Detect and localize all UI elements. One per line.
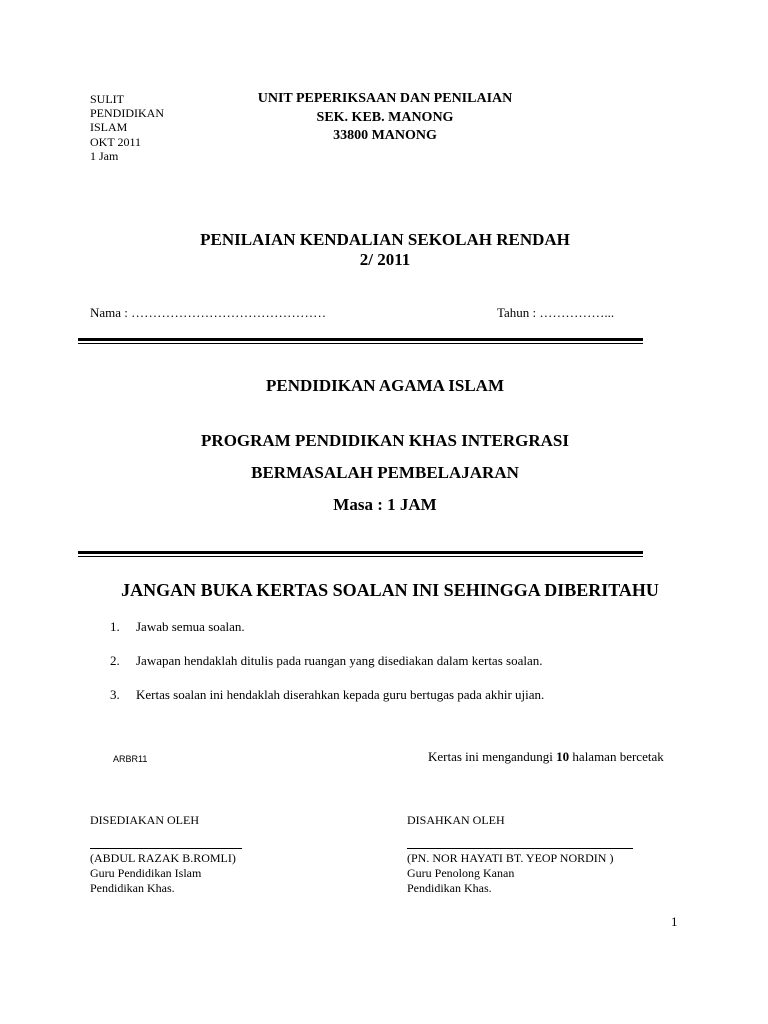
paper-meta [90, 92, 164, 163]
exam-title: PENILAIAN KENDALIAN SEKOLAH RENDAH [200, 230, 570, 249]
program-line-1: PROGRAM PENDIDIKAN KHAS INTERGRASI [201, 431, 569, 450]
page-count-prefix: Kertas ini mengandungi [428, 749, 557, 764]
school-address: 33800 MANONG [333, 128, 437, 143]
verifier-name: (PN. NOR HAYATI BT. YEOP NORDIN ) [407, 851, 614, 865]
instruction-text: Jawab semua soalan. [136, 619, 245, 634]
instruction-text: Kertas soalan ini hendaklah diserahkan kepada guru bertugas pada akhir ujian. [136, 687, 545, 702]
prepared-by-heading: DISEDIAKAN OLEH [90, 813, 199, 827]
preparer-department: Pendidikan Khas. [90, 881, 175, 895]
program-line-2: BERMASALAH PEMBELAJARAN [251, 463, 519, 482]
preparer-role: Guru Pendidikan Islam [90, 866, 202, 880]
divider-top [78, 338, 643, 341]
unit-name: UNIT PEPERIKSAAN DAN PENILAIAN [257, 91, 513, 106]
verifier-role: Guru Penolong Kanan [407, 866, 515, 880]
confidentiality-label: SULIT [90, 92, 124, 106]
page-count-note [428, 749, 664, 765]
name-field: Nama : ……………………………………… [90, 305, 327, 320]
instruction-number: 2. [110, 653, 120, 668]
verifier-department: Pendidikan Khas. [407, 881, 492, 895]
exam-duration-meta: 1 Jam [90, 148, 119, 163]
instruction-item [110, 653, 542, 669]
subject-label-line1: PENDIDIKAN [90, 106, 164, 121]
verified-by-block [407, 813, 633, 896]
exam-duration: Masa : 1 JAM [333, 495, 437, 514]
exam-title-block [100, 230, 670, 270]
instruction-number: 3. [110, 687, 120, 702]
page-count-number: 10 [556, 749, 570, 764]
school-header [200, 90, 570, 146]
warning-heading: JANGAN BUKA KERTAS SOALAN INI SEHINGGA DIBERITAHU [121, 580, 659, 600]
verified-by-heading: DISAHKAN OLEH [407, 813, 505, 827]
page-number: 1 [671, 914, 678, 929]
year-field: Tahun : ……………... [497, 305, 615, 320]
paper-code: ARBR11 [113, 754, 148, 764]
instruction-text: Jawapan hendaklah ditulis pada ruangan yang disediakan dalam kertas soalan. [136, 653, 543, 668]
exam-date: OKT 2011 [90, 134, 141, 149]
verified-signature-line [407, 848, 633, 849]
instruction-item [110, 687, 544, 703]
school-name: SEK. KEB. MANONG [316, 109, 454, 125]
prepared-by-block [90, 813, 242, 896]
subject-block [100, 376, 670, 515]
divider-bottom [78, 551, 643, 554]
subject-label-line2: ISLAM [90, 120, 128, 135]
page-count-suffix: halaman bercetak [569, 749, 664, 764]
exam-session: 2/ 2011 [359, 250, 411, 269]
prepared-signature-line [90, 848, 242, 849]
preparer-name: (ABDUL RAZAK B.ROMLI) [90, 851, 236, 865]
instruction-item [110, 619, 245, 635]
subject-name: PENDIDIKAN AGAMA ISLAM [265, 376, 505, 395]
instruction-number: 1. [110, 619, 120, 634]
